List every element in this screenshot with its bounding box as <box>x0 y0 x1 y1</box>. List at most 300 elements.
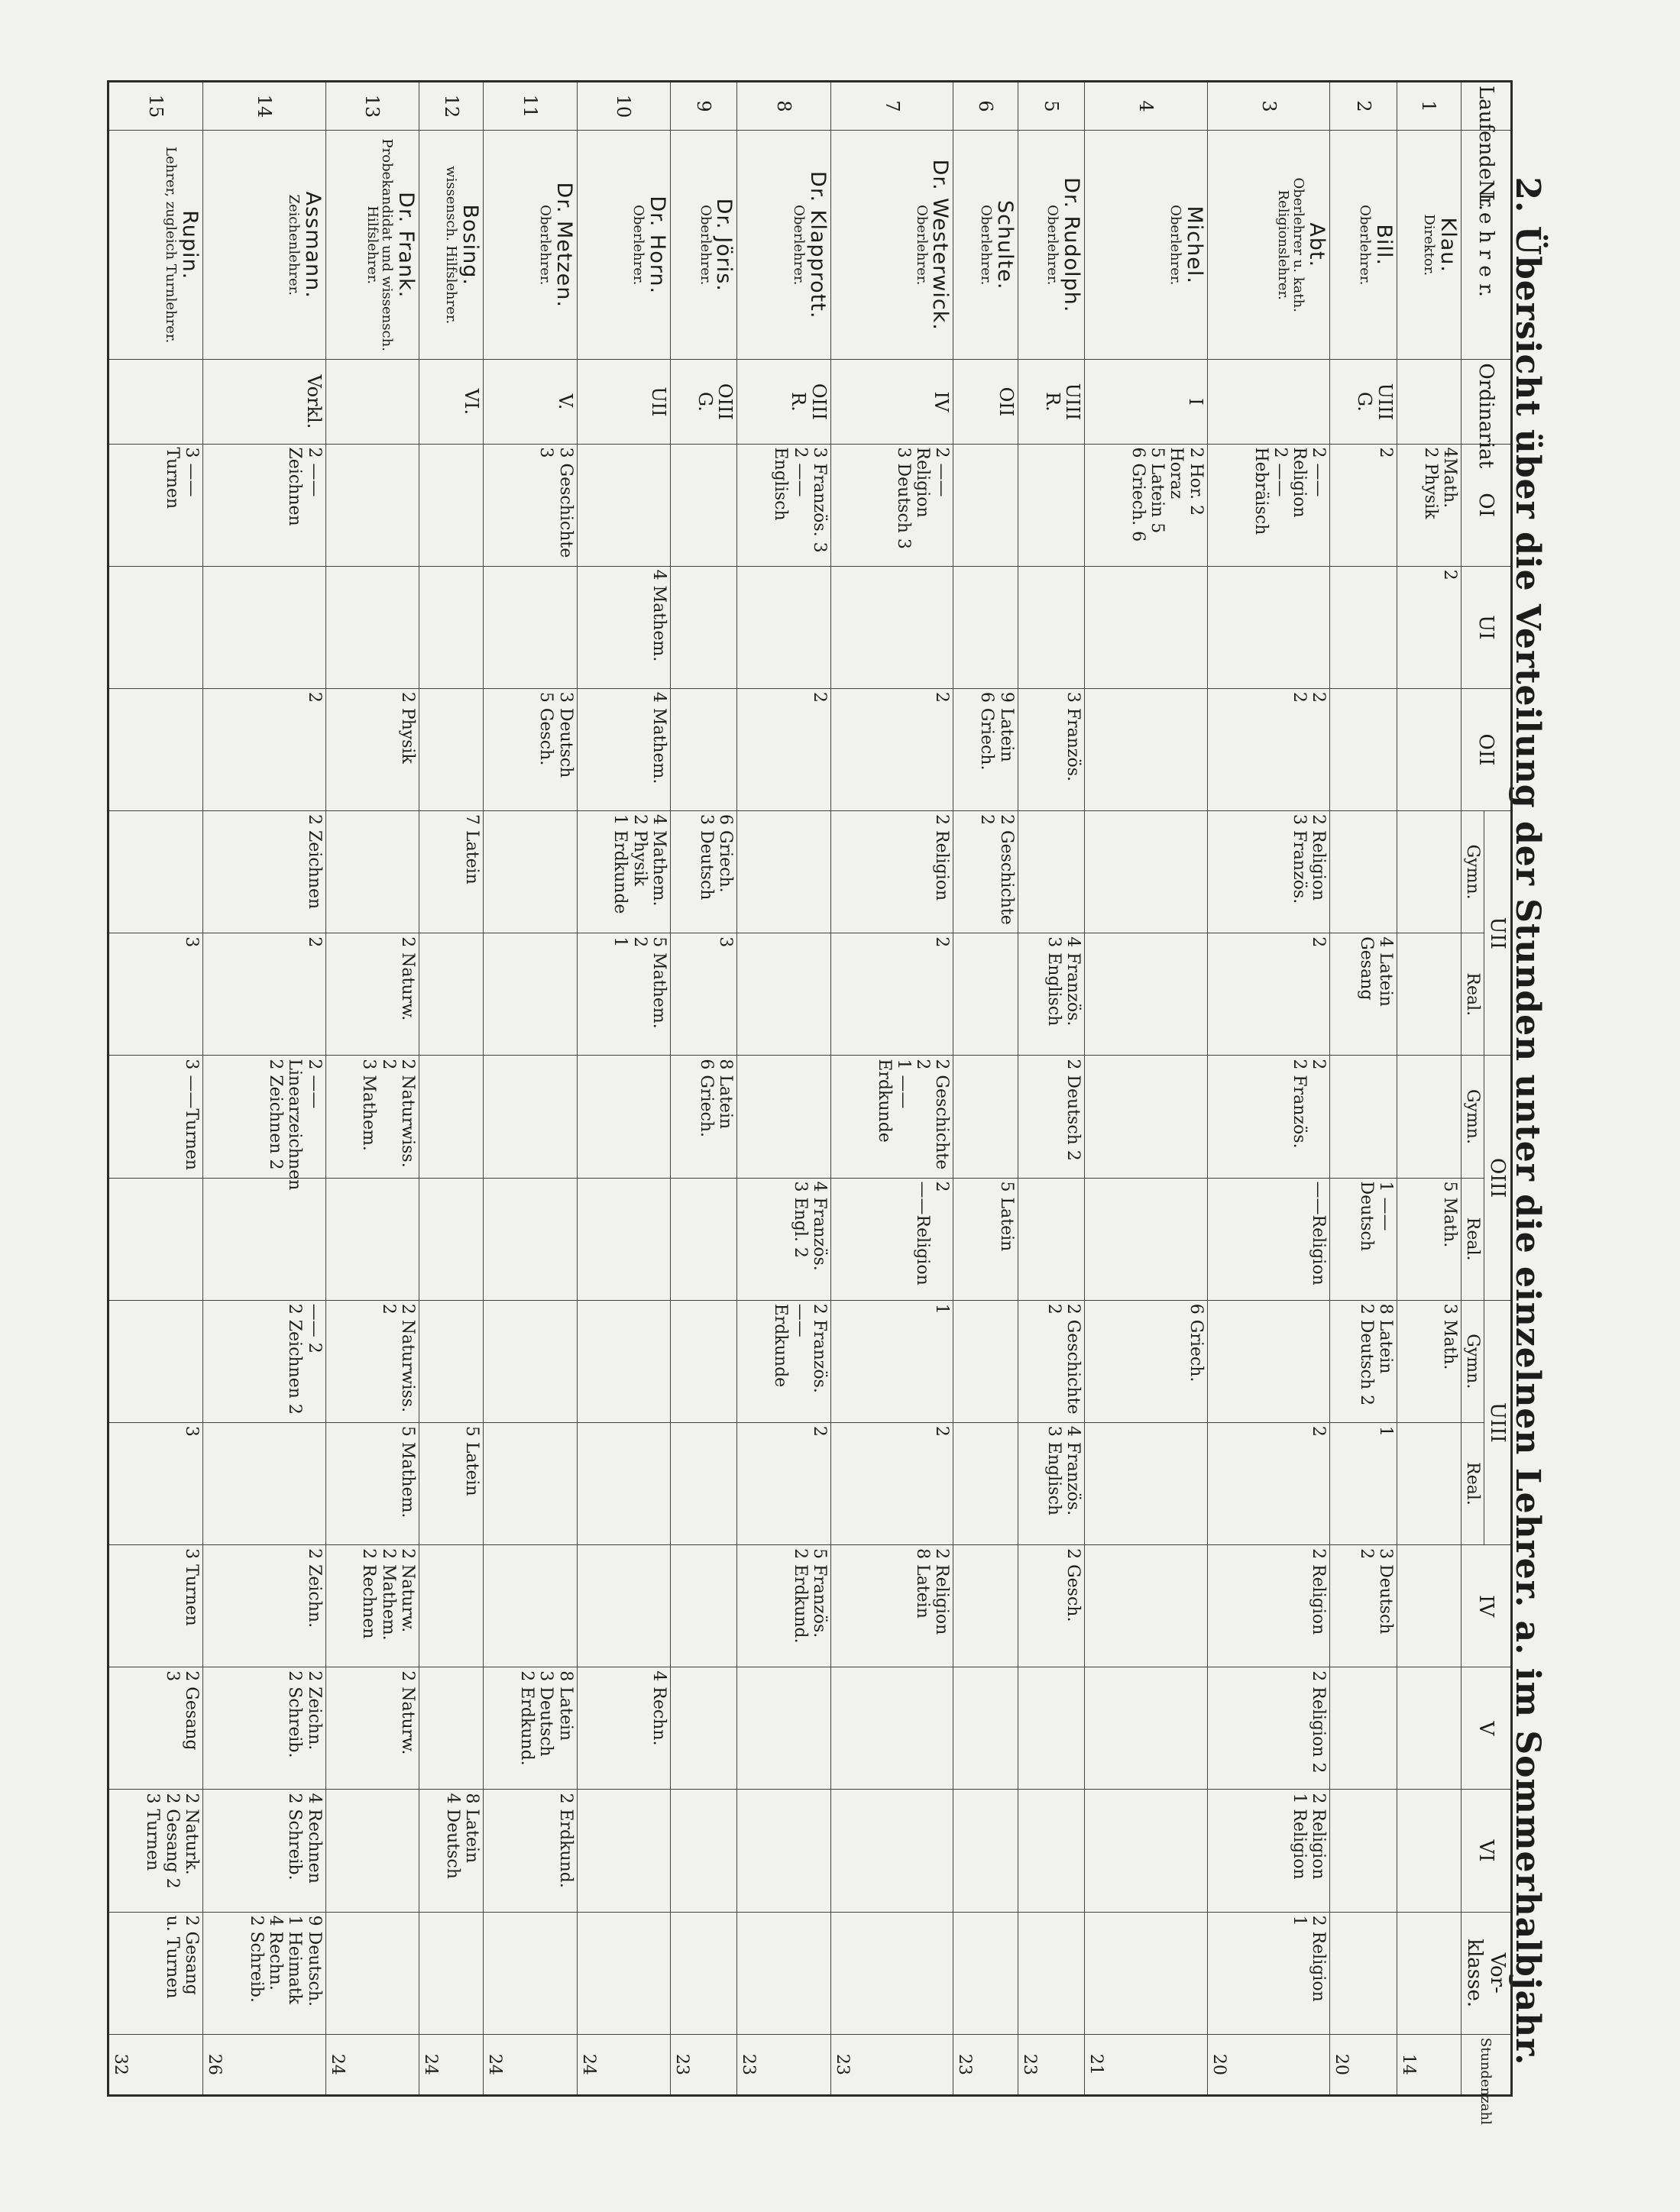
hours-cell-uiii-r <box>1397 1422 1461 1544</box>
hours-cell-iv: 2 Zeichn. <box>202 1545 325 1667</box>
hours-cell-uii-r: 4 Latein Gesang <box>1330 933 1397 1056</box>
hours-cell-vk <box>737 1912 830 2034</box>
teacher-cell <box>1397 131 1461 360</box>
hours-cell-v <box>830 1667 953 1790</box>
hours-cell-vk <box>419 1912 484 2034</box>
teacher-name: Abt. <box>1305 222 1329 268</box>
hours-cell-vk <box>953 1912 1018 2034</box>
teacher-cell <box>419 131 484 360</box>
row-number: 5 <box>1018 82 1084 131</box>
hours-cell-v <box>670 1667 736 1790</box>
stundenzahl-cell: 23 <box>830 2034 953 2095</box>
hours-cell-oiii-r <box>484 1178 577 1300</box>
hours-cell-oiii-r: 5 Latein <box>953 1178 1018 1300</box>
teacher-cell <box>1207 131 1330 360</box>
page-title: 2. Übersicht über die Verteilung der Stunden unter die einzelnen Lehrer. a. im Sommerhalbjahr. <box>1508 176 1548 2066</box>
hours-cell-vk <box>1397 1912 1461 2034</box>
table-row <box>1085 82 1208 2096</box>
hours-cell-oi: 2 Hor. 2 Horaz 5 Latein 5 6 Griech. 6 <box>1085 444 1208 566</box>
header-row <box>1484 82 1512 2096</box>
hours-cell-oi: 2 ——Religion 2 ——Hebräisch <box>1207 444 1330 566</box>
hours-cell-oi: 2 —— Zeichnen <box>202 444 325 566</box>
teacher-role: Oberlehrer. <box>630 205 647 286</box>
teacher-role: Zeichenlehrer. <box>285 194 302 296</box>
hours-cell-vk <box>325 1912 419 2034</box>
hours-cell-oiii-g <box>953 1056 1018 1178</box>
hours-cell-ui <box>202 566 325 688</box>
ordinariat-cell: I <box>1085 360 1208 444</box>
teacher-role: Oberlehrer. <box>913 205 930 286</box>
teacher-cell <box>325 131 419 360</box>
teacher-name: Rupin. <box>177 210 202 280</box>
hours-cell-oii: 2 <box>830 688 953 810</box>
hours-cell-oi <box>419 444 484 566</box>
stundenzahl-cell: 20 <box>1330 2034 1397 2095</box>
ordinariat-cell: IV <box>830 360 953 444</box>
hours-cell-oiii-r <box>202 1178 325 1300</box>
hours-cell-uii-g: 6 Griech. 3 Deutsch <box>670 811 736 933</box>
hours-cell-oi <box>670 444 736 566</box>
hours-cell-uiii-g: 1 <box>830 1300 953 1422</box>
teacher-cell <box>577 131 670 360</box>
teacher-name: Bosing. <box>458 204 483 286</box>
hours-cell-oi: 2 <box>1330 444 1397 566</box>
hours-cell-ui <box>108 566 203 688</box>
teacher-cell <box>830 131 953 360</box>
teacher-role: Oberlehrer. <box>697 205 714 286</box>
table-row <box>670 82 736 2096</box>
hours-cell-vk <box>1018 1912 1084 2034</box>
hours-cell-uii-r <box>419 933 484 1056</box>
row-number: 9 <box>670 82 736 131</box>
hours-cell-v <box>1085 1667 1208 1790</box>
stundenzahl-cell: 23 <box>737 2034 830 2095</box>
hours-cell-oii: 3 Deutsch 5 Gesch. <box>484 688 577 810</box>
hours-cell-uii-r <box>737 933 830 1056</box>
hours-cell-uiii-g: 3 Math. <box>1397 1300 1461 1422</box>
hours-cell-uiii-g <box>1207 1300 1330 1422</box>
hours-cell-uiii-r <box>577 1422 670 1544</box>
hours-cell-vi <box>670 1790 736 1912</box>
hours-cell-uiii-r: 4 Französ. 3 Englisch <box>1018 1422 1084 1544</box>
hours-cell-v <box>953 1667 1018 1790</box>
table-row <box>484 82 577 2096</box>
schedule-table <box>107 80 1513 2125</box>
header-oiii: OIII <box>1484 1056 1512 1300</box>
header-ui: UI <box>1462 566 1512 688</box>
hours-cell-uii-g: 2 Religion <box>830 811 953 933</box>
hours-cell-oiii-g: 3 ——Turnen <box>108 1056 203 1178</box>
teacher-cell <box>953 131 1018 360</box>
row-number: 13 <box>325 82 419 131</box>
hours-cell-oiii-g: 2 ——Linearzeichnen 2 Zeichnen 2 <box>202 1056 325 1178</box>
row-number: 10 <box>577 82 670 131</box>
hours-cell-uiii-r <box>484 1422 577 1544</box>
stundenzahl-cell: 24 <box>325 2034 419 2095</box>
hours-cell-uii-g: 7 Latein <box>419 811 484 933</box>
hours-cell-oiii-r <box>670 1178 736 1300</box>
teacher-role: Direktor. <box>1421 214 1438 276</box>
hours-cell-iv <box>1397 1545 1461 1667</box>
hours-cell-oi <box>953 444 1018 566</box>
hours-cell-oiii-g <box>484 1056 577 1178</box>
hours-cell-ui <box>325 566 419 688</box>
table-row <box>1397 82 1461 2096</box>
hours-cell-v <box>1330 1667 1397 1790</box>
teacher-role: Oberlehrer. <box>1357 205 1374 286</box>
teacher-role: Oberlehrer. <box>1044 205 1061 286</box>
hours-cell-oii: 4 Mathem. <box>577 688 670 810</box>
stundenzahl-cell: 26 <box>202 2034 325 2095</box>
ordinariat-cell <box>325 360 419 444</box>
hours-cell-uii-g <box>1085 811 1208 933</box>
hours-cell-vk: 9 Deutsch. 1 Heimatk 4 Rechn. 2 Schreib. <box>202 1912 325 2034</box>
table-row <box>737 82 830 2096</box>
row-number: 6 <box>953 82 1018 131</box>
ordinariat-cell <box>1207 360 1330 444</box>
header-uiii: UIII <box>1484 1300 1512 1544</box>
hours-cell-iv: 2 Religion <box>1207 1545 1330 1667</box>
hours-cell-uii-g <box>1330 811 1397 933</box>
hours-cell-uii-r: 3 <box>108 933 203 1056</box>
teacher-name: Dr. Metzen. <box>552 182 576 308</box>
ordinariat-cell: UII <box>577 360 670 444</box>
hours-cell-vi <box>737 1790 830 1912</box>
table-body <box>108 82 1462 2096</box>
hours-cell-uiii-r <box>953 1422 1018 1544</box>
hours-cell-uiii-g: 2 Geschichte 2 <box>1018 1300 1084 1422</box>
hours-cell-uii-r: 2 <box>1207 933 1330 1056</box>
hours-cell-vk: 2 Religion 1 <box>1207 1912 1330 2034</box>
hours-cell-oiii-r: 1 —— Deutsch <box>1330 1178 1397 1300</box>
header-uiii-gymn: Gymn. <box>1462 1300 1484 1422</box>
teacher-name: Dr. Klapprott. <box>805 171 830 319</box>
teacher-role: wissensch. Hilfslehrer. <box>443 166 460 325</box>
stundenzahl-cell: 20 <box>1207 2034 1330 2095</box>
ordinariat-cell: UIII R. <box>1018 360 1084 444</box>
hours-cell-oii <box>670 688 736 810</box>
teacher-name: Dr. Jöris. <box>712 198 736 292</box>
hours-cell-vk <box>830 1912 953 2034</box>
teacher-cell <box>202 131 325 360</box>
teacher-cell <box>1018 131 1084 360</box>
hours-cell-oiii-r <box>419 1178 484 1300</box>
hours-cell-vi <box>830 1790 953 1912</box>
hours-cell-oiii-r <box>1018 1178 1084 1300</box>
table-row <box>419 82 484 2096</box>
hours-cell-uiii-r: 2 <box>830 1422 953 1544</box>
header-vorklasse: Vor- klasse. <box>1462 1912 1512 2034</box>
teacher-name: Dr. Rudolph. <box>1060 177 1084 313</box>
stundenzahl-cell: 14 <box>1397 2034 1461 2095</box>
hours-cell-oiii-r <box>108 1178 203 1300</box>
hours-cell-oii <box>1330 688 1397 810</box>
hours-cell-uii-r: 2 <box>202 933 325 1056</box>
hours-cell-uiii-g: —— 2 2 Zeichnen 2 <box>202 1300 325 1422</box>
teacher-cell <box>737 131 830 360</box>
hours-cell-uiii-r <box>202 1422 325 1544</box>
hours-cell-oiii-g: 8 Latein 6 Griech. <box>670 1056 736 1178</box>
hours-cell-uii-r: 5 Mathem. 2 1 <box>577 933 670 1056</box>
hours-cell-vi <box>1018 1790 1084 1912</box>
hours-cell-oiii-r: 4 Französ. 3 Engl. 2 <box>737 1178 830 1300</box>
ordinariat-cell: VI. <box>419 360 484 444</box>
hours-cell-oii: 2 Physik <box>325 688 419 810</box>
hours-cell-iv <box>419 1545 484 1667</box>
hours-cell-uii-r <box>1085 933 1208 1056</box>
hours-cell-uii-r <box>1397 933 1461 1056</box>
hours-cell-v: 2 Religion 2 <box>1207 1667 1330 1790</box>
hours-cell-vi <box>953 1790 1018 1912</box>
hours-cell-uii-r: 4 Französ. 3 Englisch <box>1018 933 1084 1056</box>
teacher-name: Dr. Westerwick. <box>928 159 953 331</box>
teacher-role: Oberlehrer u. kath. Religionslehrer. <box>1274 177 1306 312</box>
hours-cell-vi: 2 Religion 1 Religion <box>1207 1790 1330 1912</box>
hours-cell-oi: 3 Geschichte 3 <box>484 444 577 566</box>
row-number: 2 <box>1330 82 1397 131</box>
teacher-name: Dr. Frank. <box>394 192 419 299</box>
hours-cell-uii-g <box>1397 811 1461 933</box>
hours-cell-iv: 2 Naturw. 2 Mathem. 2 Rechnen <box>325 1545 419 1667</box>
hours-cell-uiii-g <box>953 1300 1018 1422</box>
hours-cell-oii: 9 Latein 6 Griech. <box>953 688 1018 810</box>
hours-cell-oiii-r <box>1085 1178 1208 1300</box>
hours-cell-uiii-r: 2 <box>737 1422 830 1544</box>
hours-cell-vk <box>484 1912 577 2034</box>
header-v: V <box>1462 1667 1512 1790</box>
hours-cell-oii: 2 2 <box>1207 688 1330 810</box>
hours-cell-ui <box>670 566 736 688</box>
hours-cell-uii-r <box>953 933 1018 1056</box>
hours-cell-uiii-r <box>670 1422 736 1544</box>
hours-cell-oii: 2 <box>737 688 830 810</box>
ordinariat-cell: Vorkl. <box>202 360 325 444</box>
header-uii-gymn: Gymn. <box>1462 811 1484 933</box>
hours-cell-oiii-g: 2 Naturwiss. 2 3 Mathem. <box>325 1056 419 1178</box>
header-uii: UII <box>1484 811 1512 1056</box>
row-number: 15 <box>108 82 203 131</box>
hours-cell-oiii-g: 2 Geschichte 2 1 ——Erdkunde <box>830 1056 953 1178</box>
teacher-role: Oberlehrer. <box>1167 205 1184 286</box>
hours-cell-uii-g: 2 Zeichnen <box>202 811 325 933</box>
hours-cell-ui <box>1085 566 1208 688</box>
hours-cell-vi <box>577 1790 670 1912</box>
teacher-cell <box>1330 131 1397 360</box>
header-stundenzahl: Stundenzahl <box>1462 2034 1512 2095</box>
row-number: 14 <box>202 82 325 131</box>
header-oii: OII <box>1462 688 1512 810</box>
hours-cell-vi <box>325 1790 419 1912</box>
hours-cell-vi <box>1330 1790 1397 1912</box>
hours-cell-uiii-g <box>670 1300 736 1422</box>
teacher-cell <box>1085 131 1208 360</box>
hours-cell-uii-r <box>484 933 577 1056</box>
hours-cell-ui <box>484 566 577 688</box>
row-number: 8 <box>737 82 830 131</box>
hours-cell-uiii-g: 2 Naturwiss. 2 <box>325 1300 419 1422</box>
hours-cell-vk <box>1330 1912 1397 2034</box>
hours-cell-uii-g: 4 Mathem. 2 Physik 1 Erdkunde <box>577 811 670 933</box>
hours-cell-oi: 2 ——Religion 3 Deutsch 3 <box>830 444 953 566</box>
row-number: 11 <box>484 82 577 131</box>
hours-cell-v <box>737 1667 830 1790</box>
hours-cell-uii-g: 2 Religion 3 Französ. <box>1207 811 1330 933</box>
hours-cell-oii <box>1397 688 1461 810</box>
teacher-name: Klau. <box>1436 217 1460 273</box>
header-lehrer: L e h r e r. <box>1462 131 1512 360</box>
hours-cell-iv <box>484 1545 577 1667</box>
hours-cell-uiii-r: 5 Latein <box>419 1422 484 1544</box>
table-row <box>1018 82 1084 2096</box>
hours-cell-uiii-g <box>108 1300 203 1422</box>
hours-cell-iv: 3 Turnen <box>108 1545 203 1667</box>
row-number: 4 <box>1085 82 1208 131</box>
hours-cell-ui <box>1207 566 1330 688</box>
header-iv: IV <box>1462 1545 1512 1667</box>
header-oiii-real: Real. <box>1462 1178 1484 1300</box>
teacher-name: Dr. Horn. <box>645 196 669 295</box>
hours-cell-oiii-r <box>577 1178 670 1300</box>
header-uii-real: Real. <box>1462 933 1484 1056</box>
hours-cell-uiii-r <box>1085 1422 1208 1544</box>
ordinariat-cell: OIII G. <box>670 360 736 444</box>
hours-cell-v: 2 Naturw. <box>325 1667 419 1790</box>
hours-cell-uiii-r: 3 <box>108 1422 203 1544</box>
hours-cell-ui <box>830 566 953 688</box>
ordinariat-cell <box>108 360 203 444</box>
row-number: 7 <box>830 82 953 131</box>
hours-cell-ui <box>1330 566 1397 688</box>
hours-cell-oiii-g <box>1330 1056 1397 1178</box>
header-oiii-gymn: Gymn. <box>1462 1056 1484 1178</box>
table-row <box>1207 82 1330 2096</box>
hours-cell-iv <box>577 1545 670 1667</box>
stundenzahl-cell: 23 <box>670 2034 736 2095</box>
hours-cell-oi <box>577 444 670 566</box>
ordinariat-cell: OII <box>953 360 1018 444</box>
hours-cell-ui <box>737 566 830 688</box>
teacher-cell <box>670 131 736 360</box>
stundenzahl-cell: 23 <box>953 2034 1018 2095</box>
hours-cell-vi: 8 Latein 4 Deutsch <box>419 1790 484 1912</box>
hours-cell-uii-r: 2 Naturw. <box>325 933 419 1056</box>
hours-cell-oiii-g <box>737 1056 830 1178</box>
stundenzahl-cell: 24 <box>577 2034 670 2095</box>
hours-cell-vk <box>577 1912 670 2034</box>
header-oi: OI <box>1462 444 1512 566</box>
hours-cell-ui <box>419 566 484 688</box>
hours-cell-iv: 5 Französ. 2 Erdkund. <box>737 1545 830 1667</box>
hours-cell-oiii-r <box>325 1178 419 1300</box>
hours-cell-oi: 4Math. 2 Physik <box>1397 444 1461 566</box>
hours-cell-ui <box>953 566 1018 688</box>
hours-cell-iv: 2 Religion 8 Latein <box>830 1545 953 1667</box>
hours-cell-v <box>1018 1667 1084 1790</box>
header-ordinariat: Ordinariat <box>1462 360 1512 444</box>
hours-cell-uiii-g <box>577 1300 670 1422</box>
hours-cell-uiii-g <box>419 1300 484 1422</box>
teacher-role: Probekandidat und wissensch. Hilfslehrer. <box>364 138 396 351</box>
hours-cell-iv <box>953 1545 1018 1667</box>
hours-cell-uii-g: 2 Geschichte 2 <box>953 811 1018 933</box>
hours-cell-oiii-g: 2 2 Französ. <box>1207 1056 1330 1178</box>
row-number: 1 <box>1397 82 1461 131</box>
hours-cell-oiii-r: 5 Math. <box>1397 1178 1461 1300</box>
table-row <box>108 82 203 2096</box>
table-row <box>325 82 419 2096</box>
hours-cell-uiii-g: 2 Französ. —— Erdkunde <box>737 1300 830 1422</box>
hours-cell-v: 2 Gesang 3 <box>108 1667 203 1790</box>
teacher-role: Lehrer, zugleich Turnlehrer. <box>163 147 180 344</box>
hours-cell-vi <box>1397 1790 1461 1912</box>
hours-cell-ui <box>1018 566 1084 688</box>
teacher-role: Oberlehrer. <box>536 205 553 286</box>
hours-cell-uiii-r: 2 <box>1207 1422 1330 1544</box>
teacher-name: Assmann. <box>300 191 325 299</box>
hours-cell-uiii-g: 6 Griech. <box>1085 1300 1208 1422</box>
hours-cell-oiii-g <box>577 1056 670 1178</box>
ordinariat-cell: OIII R. <box>737 360 830 444</box>
hours-cell-iv <box>670 1545 736 1667</box>
hours-cell-v: 8 Latein 3 Deutsch 2 Erdkund. <box>484 1667 577 1790</box>
teacher-name: Michel. <box>1182 205 1206 284</box>
hours-cell-uii-g <box>737 811 830 933</box>
hours-cell-oiii-g <box>419 1056 484 1178</box>
hours-cell-uiii-r: 1 <box>1330 1422 1397 1544</box>
hours-cell-vk: 2 Gesang u. Turnen <box>108 1912 203 2034</box>
header-nr: LaufendeNr. <box>1462 82 1512 131</box>
hours-cell-iv: 3 Deutsch 2 <box>1330 1545 1397 1667</box>
hours-cell-uiii-g <box>484 1300 577 1422</box>
stundenzahl-cell: 24 <box>484 2034 577 2095</box>
table-row <box>202 82 325 2096</box>
hours-cell-oii: 3 Französ. <box>1018 688 1084 810</box>
teacher-role: Oberlehrer. <box>791 205 808 286</box>
hours-cell-vi: 2 Naturk. 2 Gesang 2 3 Turnen <box>108 1790 203 1912</box>
hours-cell-vk <box>1085 1912 1208 2034</box>
hours-cell-oi <box>325 444 419 566</box>
hours-cell-v: 4 Rechn. <box>577 1667 670 1790</box>
schedule-table-wrapper <box>107 80 1513 2125</box>
hours-cell-oiii-r: ——Religion <box>1207 1178 1330 1300</box>
hours-cell-oi <box>1018 444 1084 566</box>
hours-cell-oii <box>1085 688 1208 810</box>
stundenzahl-cell: 32 <box>108 2034 203 2095</box>
hours-cell-vi: 2 Erdkund. <box>484 1790 577 1912</box>
row-number: 3 <box>1207 82 1330 131</box>
hours-cell-v: 2 Zeichn. 2 Schreib. <box>202 1667 325 1790</box>
hours-cell-oiii-g <box>1085 1056 1208 1178</box>
ordinariat-cell <box>1397 360 1461 444</box>
hours-cell-oiii-g <box>1397 1056 1461 1178</box>
hours-cell-oiii-r: 2 ——Religion <box>830 1178 953 1300</box>
teacher-role: Oberlehrer. <box>977 205 994 286</box>
hours-cell-iv: 2 Gesch. <box>1018 1545 1084 1667</box>
hours-cell-uii-g <box>484 811 577 933</box>
hours-cell-oii <box>108 688 203 810</box>
hours-cell-uii-r: 3 <box>670 933 736 1056</box>
teacher-name: Schulte. <box>992 199 1017 290</box>
hours-cell-oii <box>419 688 484 810</box>
header-uiii-real: Real. <box>1462 1422 1484 1544</box>
hours-cell-uii-r: 2 <box>830 933 953 1056</box>
hours-cell-uii-g <box>108 811 203 933</box>
hours-cell-vk <box>670 1912 736 2034</box>
hours-cell-ui: 2 <box>1397 566 1461 688</box>
hours-cell-oii: 2 <box>202 688 325 810</box>
teacher-cell <box>484 131 577 360</box>
header-vi: VI <box>1462 1790 1512 1912</box>
